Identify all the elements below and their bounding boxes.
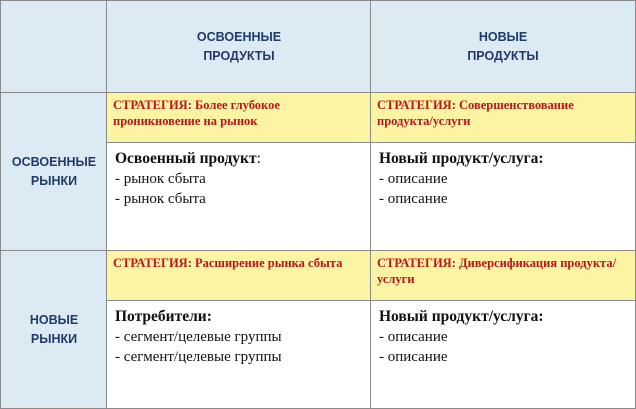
strategy-cell-market-penetration: [106, 92, 372, 144]
strategy-text: СТРАТЕГИЯ: Более глубокое проникновение на рынок: [113, 98, 280, 128]
row-header-existing-markets-label: ОСВОЕННЫЕ РЫНКИ: [11, 155, 97, 188]
strategy-cell-diversification: [370, 250, 636, 302]
column-header-existing-products: [106, 0, 372, 94]
quadrant-title-suffix: :: [256, 150, 261, 167]
row-header-existing-markets: [0, 92, 108, 252]
strategy-cell-product-development: [370, 92, 636, 144]
row-header-new-markets: [0, 250, 108, 409]
quadrant-existing-product-new-market: [106, 300, 372, 409]
column-header-new-products-label: НОВЫЕ ПРОДУКТЫ: [467, 30, 539, 63]
quadrant-title: Новый продукт/услуга:: [379, 308, 544, 325]
list-item: - описание: [379, 191, 448, 207]
quadrant-new-product-existing-market: [370, 142, 636, 252]
quadrant-title-text: Освоенный продукт: [115, 150, 257, 167]
strategy-text: СТРАТЕГИЯ: Совершенствование продукта/услуги: [377, 98, 574, 128]
list-item: - сегмент/целевые группы: [115, 349, 282, 365]
corner-cell: [0, 0, 108, 94]
list-item: - описание: [379, 171, 448, 187]
list-item: - рынок сбыта: [115, 191, 206, 207]
quadrant-new-product-new-market: [370, 300, 636, 409]
quadrant-existing-product-existing-market: [106, 142, 372, 252]
column-header-existing-products-label: ОСВОЕННЫЕ ПРОДУКТЫ: [196, 30, 282, 63]
quadrant-title: [115, 149, 363, 169]
list-item: - описание: [379, 329, 448, 345]
list-item: - описание: [379, 349, 448, 365]
strategy-text: СТРАТЕГИЯ: Диверсификация продукта/услуги: [377, 256, 617, 286]
list-item: - рынок сбыта: [115, 171, 206, 187]
row-header-new-markets-label: НОВЫЕ РЫНКИ: [29, 312, 79, 346]
strategy-text: СТРАТЕГИЯ: Расширение рынка сбыта: [113, 256, 343, 270]
column-header-new-products: [370, 0, 636, 94]
quadrant-title: Новый продукт/услуга:: [379, 150, 544, 167]
quadrant-title: Потребители:: [115, 308, 212, 325]
strategy-cell-market-development: [106, 250, 372, 302]
list-item: - сегмент/целевые группы: [115, 329, 282, 345]
